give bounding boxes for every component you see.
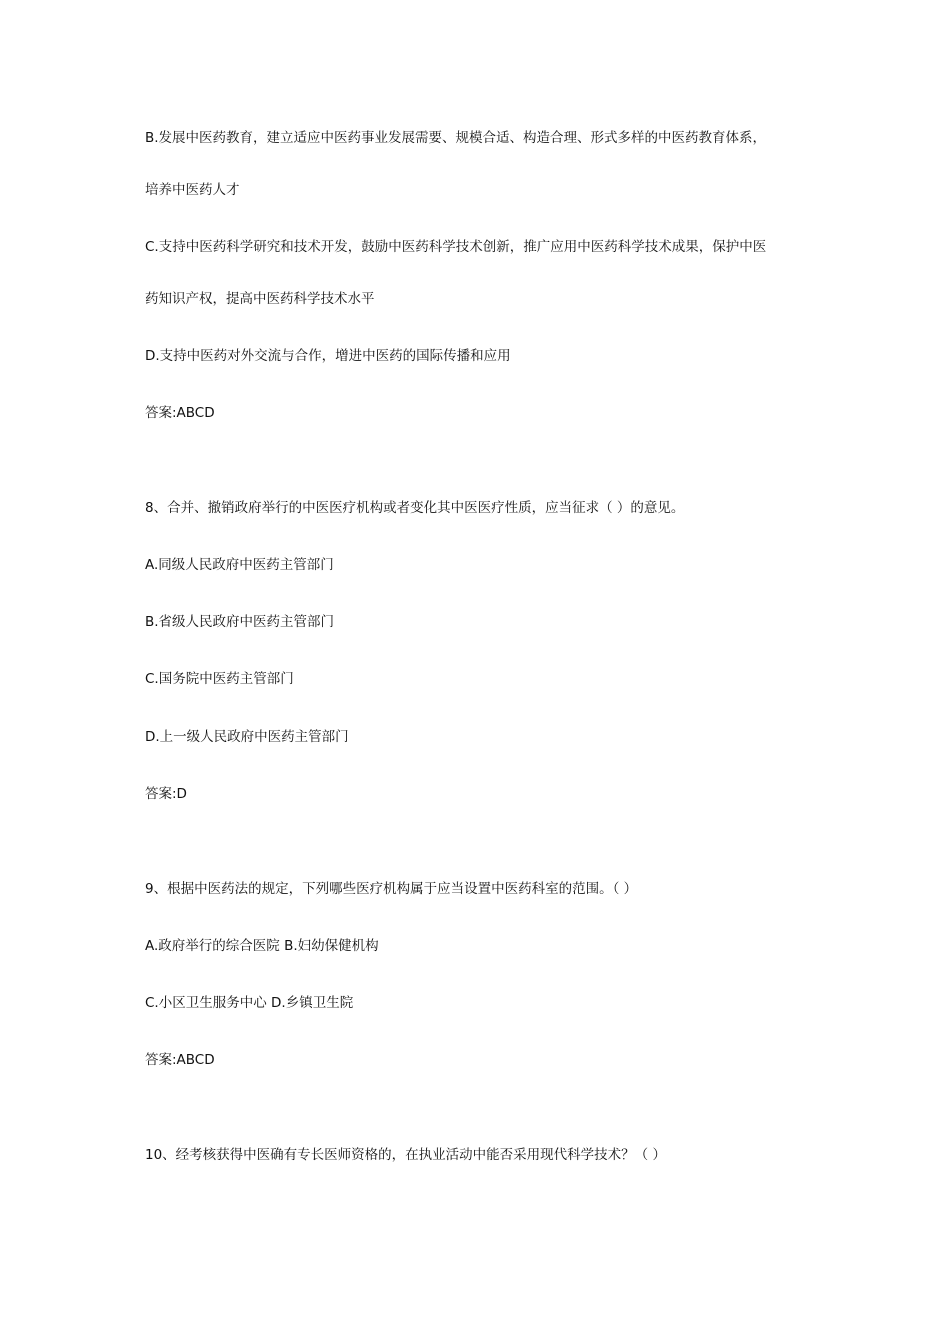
q8-option-c: C.国务院中医药主管部门 — [145, 671, 294, 687]
q7-option-b-line2: 培养中医药人才 — [145, 182, 240, 198]
q7-option-b-line1: B.发展中医药教育，建立适应中医药事业发展需要、规模合适、构造合理、形式多样的中医药教育体系， — [145, 130, 767, 146]
q9-question: 9、根据中医药法的规定，下列哪些医疗机构属于应当设置中医药科室的范围。（ ） — [145, 881, 638, 897]
q7-option-c-line1: C.支持中医药科学研究和技术开发，鼓励中医药科学技术创新，推广应用中医药科学技术成果，保护中医 — [145, 239, 767, 255]
q9-answer: 答案:ABCD — [145, 1052, 215, 1068]
q9-options-cd: C.小区卫生服务中心 D.乡镇卫生院 — [145, 995, 354, 1011]
q8-answer: 答案:D — [145, 786, 187, 802]
q8-option-a: A.同级人民政府中医药主管部门 — [145, 557, 334, 573]
q7-option-d: D.支持中医药对外交流与合作，增进中医药的国际传播和应用 — [145, 348, 511, 364]
q7-option-c-line2: 药知识产权，提高中医药科学技术水平 — [145, 291, 375, 307]
q7-answer: 答案:ABCD — [145, 405, 215, 421]
q8-question: 8、合并、撤销政府举行的中医医疗机构或者变化其中医医疗性质，应当征求（ ）的意见。 — [145, 500, 685, 516]
q9-options-ab: A.政府举行的综合医院 B.妇幼保健机构 — [145, 938, 379, 954]
q8-option-b: B.省级人民政府中医药主管部门 — [145, 614, 335, 630]
q10-question: 10、经考核获得中医确有专长医师资格的，在执业活动中能否采用现代科学技术？（ ） — [145, 1147, 666, 1163]
q8-option-d: D.上一级人民政府中医药主管部门 — [145, 729, 349, 745]
